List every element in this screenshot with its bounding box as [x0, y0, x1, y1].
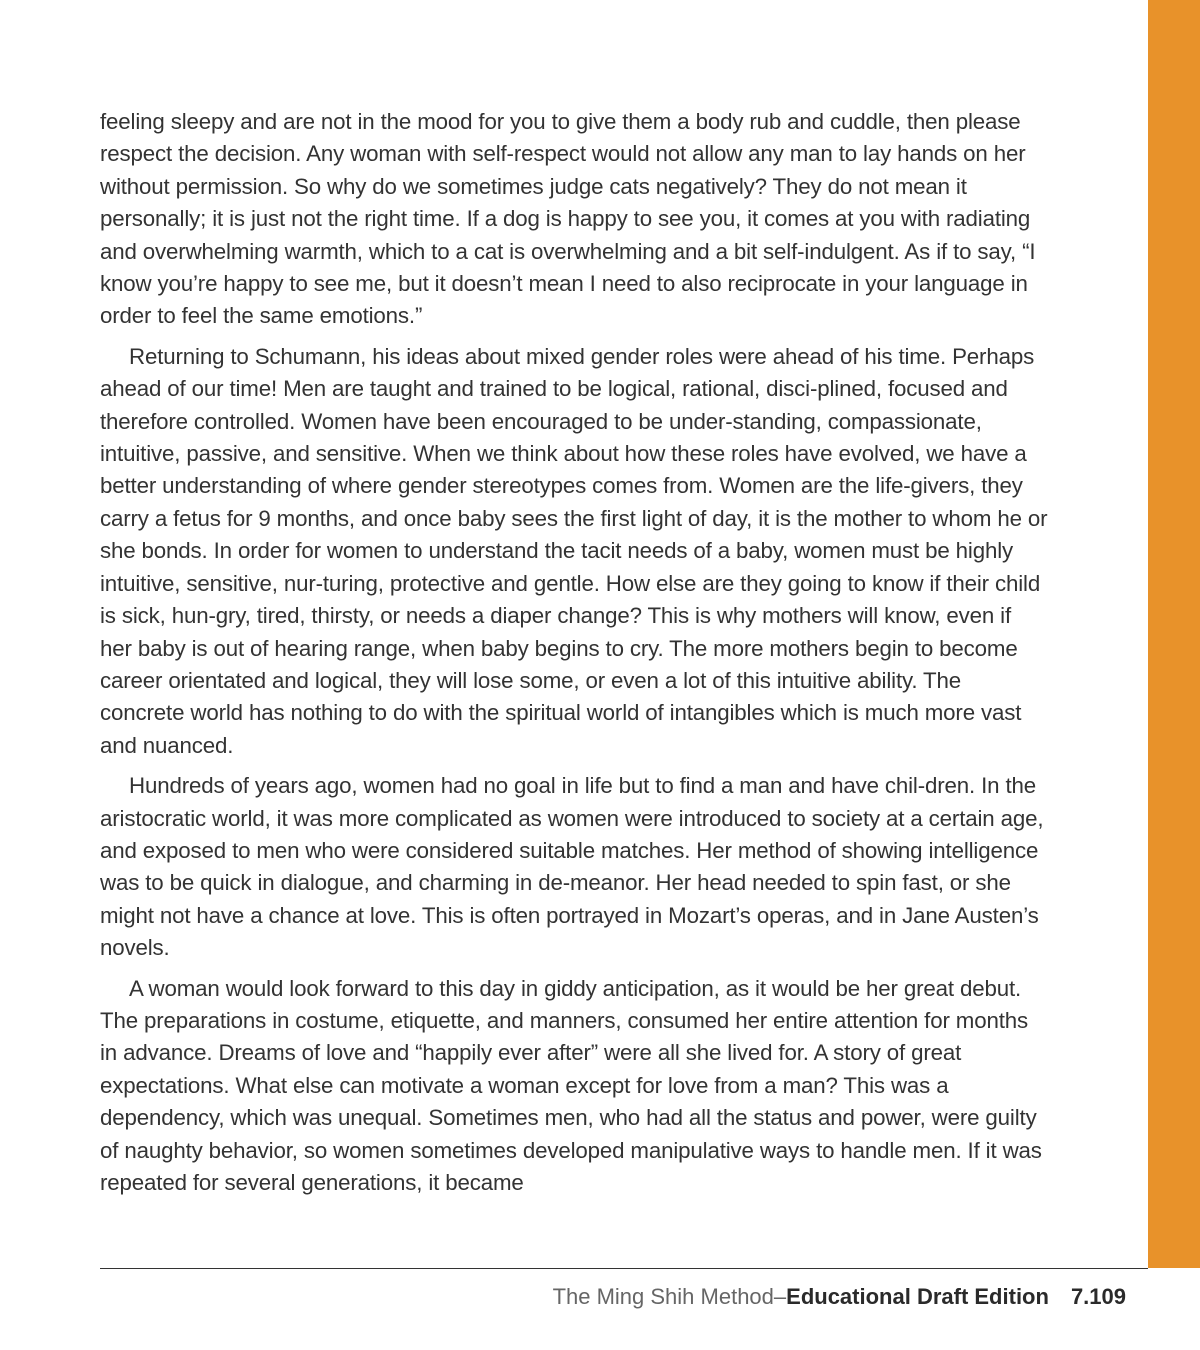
footer-edition: Educational Draft Edition [786, 1284, 1049, 1309]
paragraph-3: Hundreds of years ago, women had no goal in life but to find a man and have chil-dren. In the aristocratic world, it was more complicated as women were introduced to society at a certain age, and exposed to men who were considered suitable matches. Her method of showing intelligence was to be quick in dialogue, and charming in de-meanor. Her head needed to spin fast, or she might not have a chance at love. This is often portrayed in Mozart’s operas, and in Jane Austen’s novels. [100, 773, 1044, 961]
page-number: 7.109 [1070, 1284, 1126, 1309]
footer-book-title: The Ming Shih Method– [552, 1284, 787, 1309]
paragraph-1: feeling sleepy and are not in the mood for you to give them a body rub and cuddle, then please respect the decision. Any woman with self-respect would not allow any man to lay hands on her without permission. So why do we sometimes judge cats negatively? They do not mean it personally; it is just not the right time. If a dog is happy to see you, it comes at you with radiating and overwhelming warmth, which to a cat is overwhelming and a bit self-indulgent. As if to say, “I know you’re happy to see me, but it doesn’t mean I need to also reciprocate in your language in order to feel the same emotions.” [100, 109, 1036, 329]
paragraph-2: Returning to Schumann, his ideas about mixed gender roles were ahead of his time. Perhaps ahead of our time! Men are taught and trained to be logical, rational, disci-plined, focused and therefore controlled. Women have been encouraged to be under-standing, compassionate, intuitive, passive, and sensitive. When we think about how these roles have evolved, we have a better understanding of where gender stereotypes comes from. Women are the life-givers, they carry a fetus for 9 months, and once baby sees the first light of day, it is the mother to whom he or she bonds. In order for women to understand the tacit needs of a baby, women must be highly intuitive, sensitive, nur-turing, protective and gentle. How else are they going to know if their child is sick, hun-gry, tired, thirsty, or needs a diaper change? This is why mothers will know, even if her baby is out of hearing range, when baby begins to cry. The more mothers begin to become career orientated and logical, they will lose some, or even a lot of this intuitive ability. The concrete world has nothing to do with the spiritual world of intangibles which is much more vast and nuanced. [100, 343, 1048, 758]
body-text [100, 106, 1048, 1207]
page-footer [553, 1281, 1126, 1313]
paragraph-4: A woman would look forward to this day in giddy anticipation, as it would be her great debut. The preparations in costume, etiquette, and manners, consumed her entire attention for months in advance. Dreams of love and “happily ever after” were all she lived for. A story of great expectations. What else can motivate a woman except for love from a man? This was a dependency, which was unequal. Sometimes men, who had all the status and power, were guilty of naughty behavior, so women sometimes developed manipulative ways to handle men. If it was repeated for several generations, it became [100, 975, 1042, 1195]
footer-divider [100, 1268, 1148, 1269]
orange-side-bar [1148, 0, 1200, 1268]
